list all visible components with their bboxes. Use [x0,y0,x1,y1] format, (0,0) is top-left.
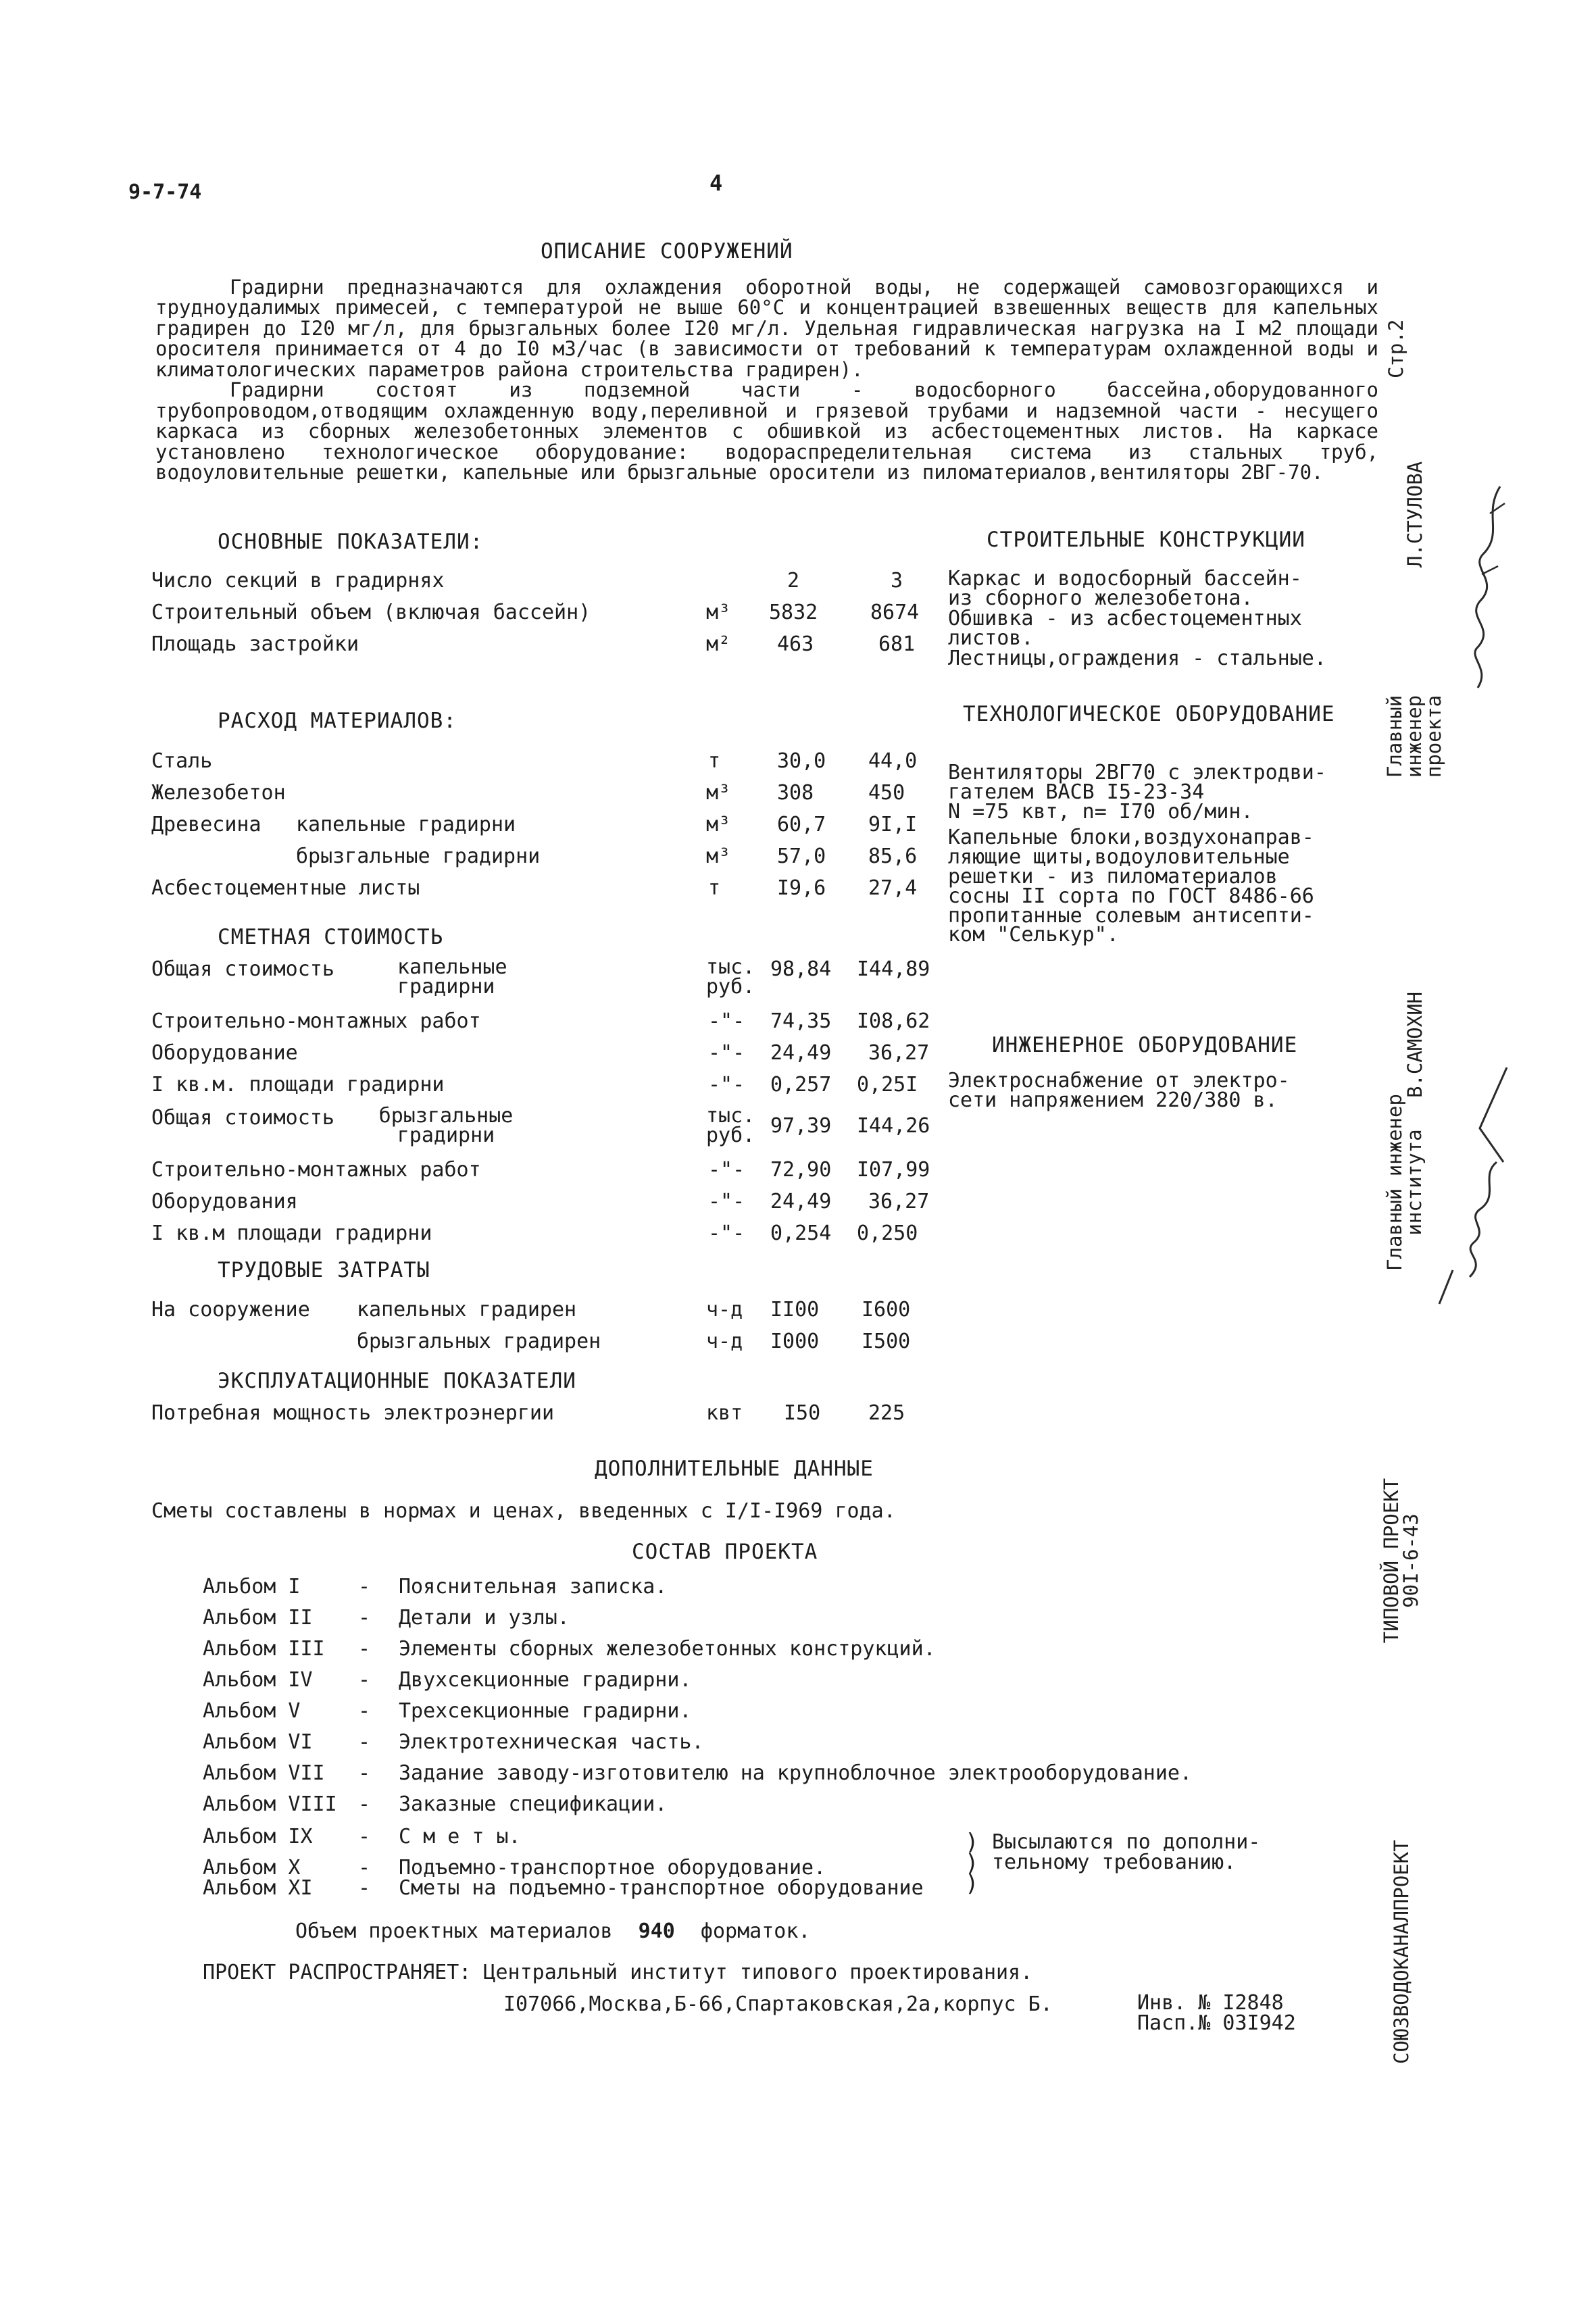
signature-stulova [1463,473,1514,696]
text-line: пропитанные солевым антисепти- [948,903,1314,928]
volume-label: Объем проектных материалов [295,1919,613,1943]
value-3-sections: I44,26 [857,1114,930,1138]
row-sublabel: капельные градирни [296,813,516,836]
value-2-sections: 98,84 [770,957,832,981]
album-name: Альбом II [203,1606,313,1630]
row-label: Строительно-монтажных работ [151,1009,481,1033]
main-indicators-heading: ОСНОВНЫЕ ПОКАЗАТЕЛИ: [218,530,484,554]
value-3-sections: 0,250 [857,1222,918,1245]
row-unit: м³ [706,781,731,805]
row-unit: т [708,749,721,773]
album-description: С м е т ы. [399,1825,521,1848]
album-name: Альбом X [203,1856,301,1880]
value-2-sections: 74,35 [770,1009,832,1033]
row-unit: м³ [706,845,731,868]
row-label: Число секций в градирнях [151,569,445,593]
organization-name: СОЮЗВОДОКАНАЛПРОЕКТ [1390,1840,1413,2064]
materials-heading: РАСХОД МАТЕРИАЛОВ: [218,709,457,733]
album-description: Пояснительная записка. [399,1575,668,1599]
constructions-heading: СТРОИТЕЛЬНЫЕ КОНСТРУКЦИИ [987,528,1305,552]
text-line: Высылаются по дополни- [992,1830,1261,1854]
value-3-sections: 9I,I [868,813,918,836]
additional-heading: ДОПОЛНИТЕЛЬНЫЕ ДАННЫЕ [595,1457,874,1481]
album-description: Задание заводу-изготовителю на крупноблочное электрооборудование. [399,1761,1192,1785]
value-3-sections: I44,89 [857,957,930,981]
value-3-sections: 3 [891,569,903,593]
cost-heading: СМЕТНАЯ СТОИМОСТЬ [218,925,444,949]
row-sublabel: брызгальных градирен [357,1330,601,1353]
row-label: Древесина [151,813,261,836]
chief-project-engineer-name: Л.СТУЛОВА [1403,461,1426,568]
row-sublabel: капельных градирен [357,1298,577,1322]
text-line: N =75 квт, n= I70 об/мин. [948,799,1253,824]
intro-paragraph: Градирни предназначаются для охлаждения оборотной воды, не содержащей самовозгорающихся и трудноудалимых примесей, с температурой не выше 60°С и концентрацией взвешенных веществ для капельных градирен до I20 мг/л, для брызгальных более I20 мг/л. Удельная гидравлическая нагрузка на I м2 площади оросителя принимается от 4 до I0 м3/час (в зависимости от требований к температурам охлажденной воды и климатологических параметров района строительства градирен). [155,276,1378,381]
album-name: Альбом V [203,1699,301,1723]
value-2-sections: 24,49 [770,1041,832,1065]
value-2-sections: I50 [784,1401,821,1425]
album-description: Электротехническая часть. [399,1730,704,1754]
album-description: Подъемно-транспортное оборудование. [399,1856,826,1880]
row-unit: м³ [706,813,731,836]
passport-number: Пасп.№ 03I942 [1137,2011,1296,2035]
row-unit: м² [706,632,731,656]
row-label: На сооружение [151,1298,310,1322]
text-line: решетки - из пиломатериалов [948,864,1278,888]
value-2-sections: 57,0 [777,845,826,868]
constructions-text [948,569,1326,668]
value-3-sections: 681 [878,632,916,656]
value-3-sections: I07,99 [857,1158,930,1182]
text-line: листов. [948,626,1034,651]
eng-equipment-heading: ИНЖЕНЕРНОЕ ОБОРУДОВАНИЕ [992,1033,1298,1057]
album-description: Трехсекционные градирни. [399,1699,692,1723]
page-title: ОПИСАНИЕ СООРУЖЕНИЙ [541,239,793,263]
row-sublabel: брызгальные градирни [296,845,541,868]
signature-samokhin [1432,1054,1514,1311]
value-2-sections: 97,39 [770,1114,832,1138]
volume-value: 940 [638,1919,675,1943]
additional-text: Сметы составлены в нормах и ценах, введенных с I/I-I969 года. [151,1499,896,1523]
row-unit: -"- [708,1009,745,1033]
brace: ) ) ) [965,1829,979,1898]
value-2-sections: 72,90 [770,1158,832,1182]
text-line: Лестницы,ограждения - стальные. [948,646,1326,670]
value-2-sections: 24,49 [770,1190,832,1213]
text-line: Каркас и водосборный бассейн- [948,567,1302,590]
operation-heading: ЭКСПЛУАТАЦИОННЫЕ ПОКАЗАТЕЛИ [218,1369,576,1393]
row-label: Оборудование [151,1041,298,1065]
value-3-sections: 36,27 [868,1041,930,1065]
intro-text [155,277,1378,482]
value-3-sections: 450 [868,781,905,805]
eng-equipment-text [948,1071,1290,1111]
album-name: Альбом VIII [203,1792,337,1816]
value-2-sections: 30,0 [777,749,826,773]
chief-institute-engineer-name: В.САМОХИН [1403,991,1426,1098]
value-3-sections: 8674 [870,601,920,624]
row-unit: тыс. руб. [706,1104,755,1147]
text-line: сосны II сорта по ГОСТ 8486-66 [948,884,1314,908]
value-2-sections: 0,257 [770,1073,832,1097]
volume-text [295,1920,810,1944]
album-description: Элементы сборных железобетонных конструкций. [399,1637,936,1661]
album-name: Альбом IX [203,1825,313,1848]
chief-project-engineer-title: Главный инженер проекта [1383,695,1445,778]
value-3-sections: 225 [868,1401,905,1425]
row-unit: м³ [706,601,731,624]
album-name: Альбом III [203,1637,325,1661]
text-line: Вентиляторы 2ВГ70 с электродви- [948,761,1326,784]
typical-project-code: 90I-6-43 [1399,1513,1422,1608]
row-unit: -"- [708,1041,745,1065]
value-2-sections: 463 [777,632,814,656]
text-line: ком "Селькур". [948,923,1119,947]
value-3-sections: 85,6 [868,845,918,868]
distribution-address: I07066,Москва,Б-66,Спартаковская,2а,корпус Б. [503,1992,1053,2016]
text-line: сети напряжением 220/380 в. [948,1088,1278,1113]
row-unit: ч-д [706,1330,743,1353]
text-line: из сборного железобетона. [948,586,1253,611]
document-page: 9-7-74 4 ОПИСАНИЕ СООРУЖЕНИЙ Градирни предназначаются для охлаждения оборотной воды, не содержащей самовозгорающихся и трудноудалимых примесей, с температурой не выше 60°С и концентрацией взвешенных веществ для капельных градирен до I20 мг/л, для брызгальных более I20 мг/л. Удельная гидравлическая нагрузка на I м2 площади оросителя принимается от 4 до I0 м3/час (в зависимости от требований к температурам охлажденной воды и климатологических параметров района строительства градирен). Градирни состоят из подземной части - водосборного бассейна,оборудованного трубопроводом,отводящим охлажденную воду,переливной и грязевой трубами и надземной части - несущего каркаса из сборных железобетонных элементов с обшивкой из асбестоцементных листов. На каркасе установлено технологическое оборудование: водораспределительная система из стальных труб, водоуловительные решетки, капельные или брызгальные оросители из пиломатериалов,вентиляторы 2ВГ-70. ОСНОВНЫЕ ПОКАЗАТЕЛИ: Число секций в градирнях 2 3 Строительный объем (включая бассейн) м³ 5832 8674 Площадь застройки м² 463 681 РАСХОД МАТЕРИАЛОВ: Сталь т 30,0 44,0 Железобетон м³ 308 450 Древесина капельные градирни м³ 60,7 9I,I брызгальные градирни м³ 57,0 85,6 Асбестоцементные листы т I9,6 27,4 СМЕТНАЯ СТОИМОСТЬ Общая стоимость капельные градирни тыс. руб. 98,84 I44,89 Строительно-монтажных работ -"- 74,35 I08,62 Оборудование -"- 24,49 36,27 I кв.м. площади градирни -"- 0,257 0,25I Общая стоимость брызгальные градирни тыс. руб. 97,39 I44,26 Строительно-монтажных работ -"- 72,90 I07,99 Оборудования -"- 24,49 36,27 I кв.м площади градирни -"- 0,254 0,250 ТРУДОВЫЕ ЗАТРАТЫ На сооружение капельных градирен ч-д II00 I600 брызгальных градирен ч-д I000 I500 ЭКСПЛУАТАЦИОННЫЕ ПОКАЗАТЕЛИ Потребная мощность электроэнергии квт I50 225 СТРОИТЕЛЬНЫЕ КОНСТРУКЦИИ Каркас и водосборный бассейн- из сборного железобетона. Обшивка - из асбестоцементных листов. Лестницы,ограждения - стальные. ТЕХНОЛОГИЧЕСКОЕ ОБОРУДОВАНИЕ Вентиляторы 2ВГ70 с электродви- гателем ВАСВ I5-23-34 N =75 квт, n= I70 об/мин. Капельные блоки,воздухонаправ- ляющие щиты,водоуловительные решетки - из пиломатериалов сосны II сорта по ГОСТ 8486-66 пропитанные солевым антисепти- ком "Селькур". ИНЖЕНЕРНОЕ ОБОРУДОВАНИЕ Электроснабжение от электро- сети напряжением 220/380 в. ДОПОЛНИТЕЛЬНЫЕ ДАННЫЕ Сметы составлены в нормах и ценах, введенных с I/I-I969 года. СОСТАВ ПРОЕКТА Альбом I - Пояснительная записка. Альбом II - Детали и узлы. Альбом III - Элементы сборных железобетонных конструкций. Альбом IV - Двухсекционные градирни. Альбом V - Трехсекционные градирни. Альбом VI - Электротехническая часть. Альбом VII - Задание заводу-изготовителю на крупноблочное электрооборудование. Альбом VIII - Заказные спецификации. Альбом IX - С м е т ы. Альбом X - Подъемно-транспортное оборудование. Альбом XI - Сметы на подъемно-транспортное оборудование ) ) ) Высылаются по дополни- тельному требованию. Объем проектных материалов 940 форматок. ПРОЕКТ РАСПРОСТРАНЯЕТ: Центральный институт типового проектирования. I07066,Москва,Б-66,Спартаковская,2а,корпус Б. Инв. № I2848 Пасп.№ 03I942 Стр.2 Л.СТУЛОВА Главный инженер проекта В.САМОХИН Главный инженер института ТИПОВОЙ ПРОЕКТ 90I-6-43 СОЮЗВОДОКАНАЛПРОЕКТ [0,0,1596,2314]
album-description: Детали и узлы. [399,1606,570,1630]
row-sublabel: капельные градирни [397,955,507,999]
value-3-sections: 44,0 [868,749,918,773]
text-line: Капельные блоки,воздухонаправ- [948,826,1314,850]
typical-project-label [1382,1473,1421,1649]
value-2-sections: 0,254 [770,1222,832,1245]
row-label: Общая стоимость [151,957,334,981]
labor-heading: ТРУДОВЫЕ ЗАТРАТЫ [218,1258,430,1282]
row-label: Железобетон [151,781,286,805]
row-label: I кв.м. площади градирни [151,1073,445,1097]
composition-heading: СОСТАВ ПРОЕКТА [632,1540,818,1564]
tech-equipment-text [948,763,1326,945]
row-unit: т [708,876,721,900]
volume-unit: форматок. [700,1919,811,1943]
page-label: Стр.2 [1385,319,1407,378]
value-2-sections: I000 [770,1330,820,1353]
album-name: Альбом XI [203,1876,313,1900]
value-3-sections: 0,25I [857,1073,918,1097]
album-name: Альбом I [203,1575,301,1599]
album-description: Двухсекционные градирни. [399,1668,692,1692]
value-3-sections: 27,4 [868,876,918,900]
album-description: Сметы на подъемно-транспортное оборудование [399,1876,924,1900]
row-label: Строительный объем (включая бассейн) [151,601,591,624]
page-number: 4 [709,170,723,196]
row-label: I кв.м площади градирни [151,1222,432,1245]
value-3-sections: I500 [862,1330,911,1353]
row-label: Сталь [151,749,213,773]
row-label: Асбестоцементные листы [151,876,420,900]
intro-paragraph: Градирни состоят из подземной части - водосборного бассейна,оборудованного трубопроводом,отводящим охлажденную воду,переливной и грязевой трубами и надземной части - несущего каркаса из сборных железобетонных элементов с обшивкой из асбестоцементных листов. На каркасе установлено технологическое оборудование: водораспределительная система из стальных труб, водоуловительные решетки, капельные или брызгальные оросители из пиломатериалов,вентиляторы 2ВГ-70. [155,378,1378,484]
row-unit: квт [706,1401,743,1425]
value-2-sections: 5832 [769,601,818,624]
value-3-sections: 36,27 [868,1190,930,1213]
value-2-sections: 308 [777,781,814,805]
value-2-sections: I9,6 [777,876,826,900]
album-note [992,1832,1260,1873]
row-unit: -"- [708,1222,745,1245]
value-3-sections: I600 [862,1298,911,1322]
row-label: Площадь застройки [151,632,359,656]
row-unit: тыс. руб. [706,955,755,999]
typical-project-title: ТИПОВОЙ ПРОЕКТ [1380,1478,1403,1644]
album-name: Альбом IV [203,1668,313,1692]
text-line: Электроснабжение от электро- [948,1069,1290,1092]
row-unit: -"- [708,1158,745,1182]
chief-institute-engineer-title: Главный инженер института [1383,1094,1426,1271]
row-unit: ч-д [706,1298,743,1322]
album-description: Заказные спецификации. [399,1792,668,1816]
tech-equipment-heading: ТЕХНОЛОГИЧЕСКОЕ ОБОРУДОВАНИЕ [963,702,1335,726]
album-name: Альбом VII [203,1761,325,1785]
row-label: Строительно-монтажных работ [151,1158,481,1182]
value-2-sections: II00 [770,1298,820,1322]
row-label: Общая стоимость [151,1106,334,1130]
value-2-sections: 60,7 [777,813,826,836]
document-code: 9-7-74 [128,180,202,204]
value-3-sections: I08,62 [857,1009,930,1033]
text-line: ляющие щиты,водоуловительные [948,845,1290,870]
text-line: гателем ВАСВ I5-23-34 [948,780,1205,804]
album-name: Альбом VI [203,1730,313,1754]
text-line: Обшивка - из асбестоцементных [948,606,1302,630]
row-label: Оборудования [151,1190,298,1213]
row-unit: -"- [708,1073,745,1097]
row-label: Потребная мощность электроэнергии [151,1401,555,1425]
inventory-number: Инв. № I2848 [1137,1991,1284,2015]
distribution-line: ПРОЕКТ РАСПРОСТРАНЯЕТ: Центральный институт типового проектирования. [203,1961,1033,1984]
value-2-sections: 2 [787,569,800,593]
text-line: тельному требованию. [992,1851,1237,1874]
row-sublabel: брызгальные градирни [378,1104,514,1147]
row-unit: -"- [708,1190,745,1213]
